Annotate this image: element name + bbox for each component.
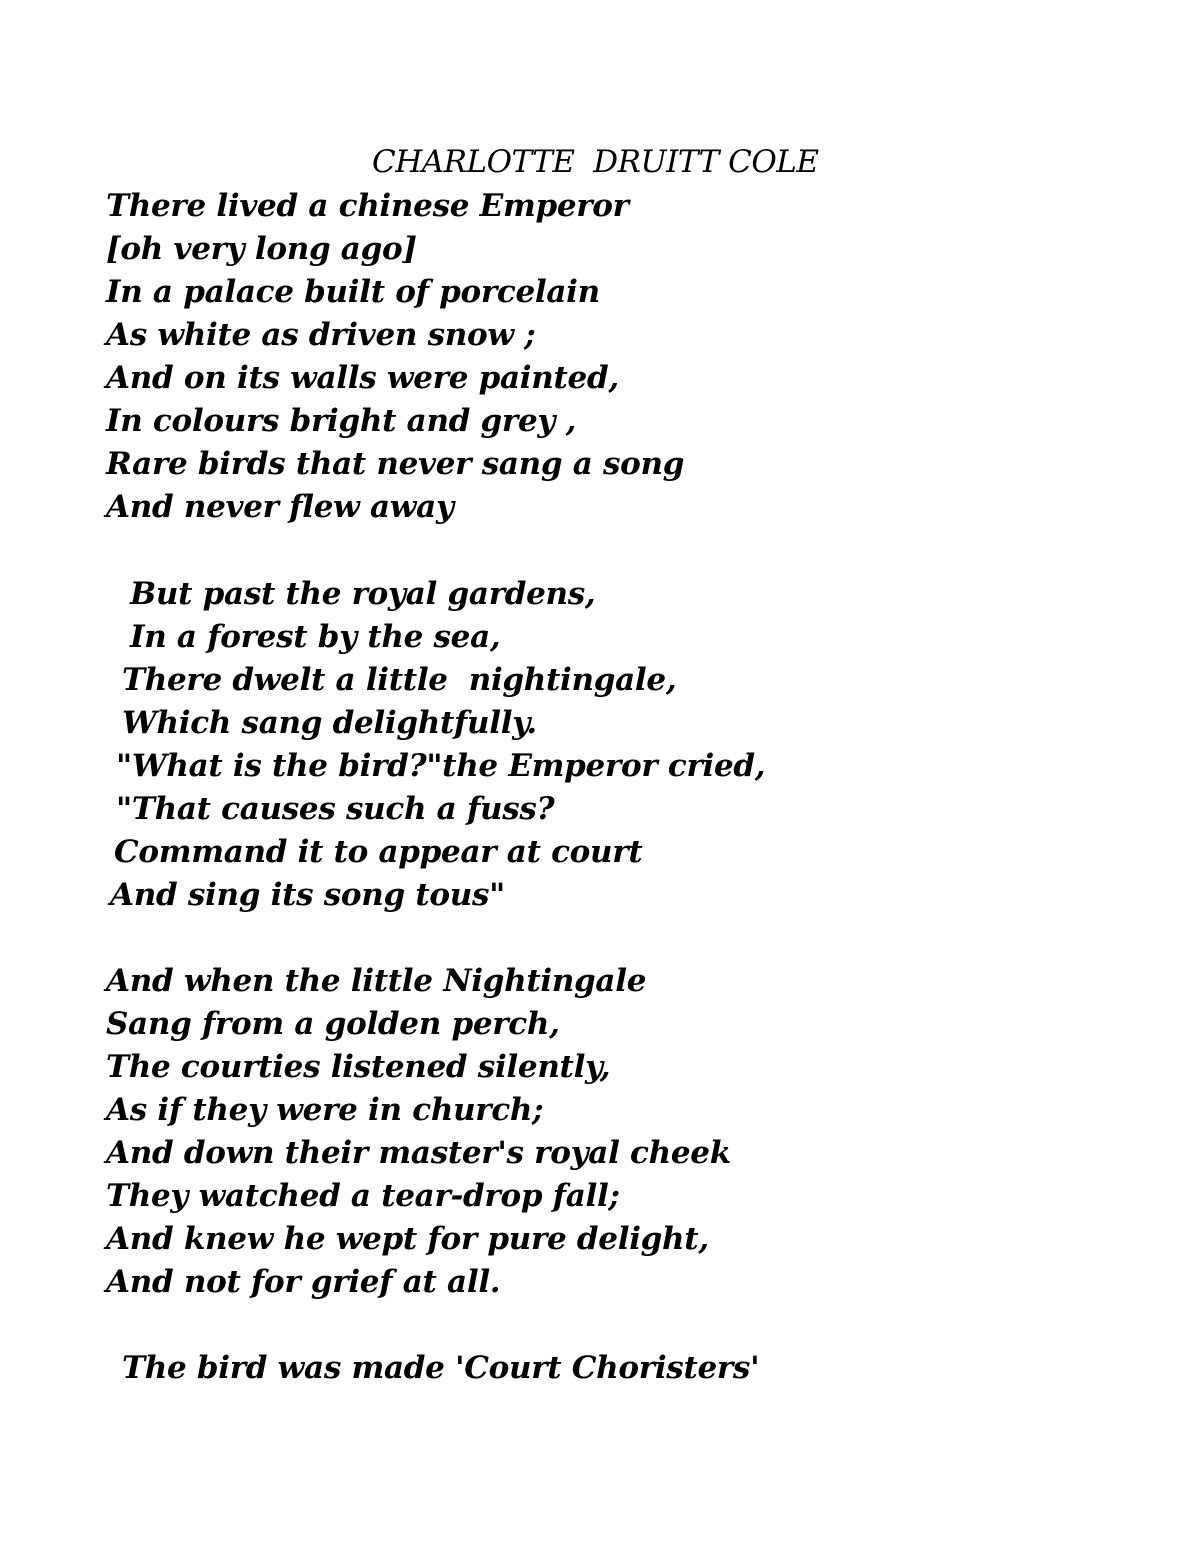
poem-line: And down their master's royal cheek: [106, 1135, 731, 1171]
poem-line: And when the little Nightingale: [106, 963, 647, 999]
poem-line: In colours bright and grey ,: [106, 403, 577, 439]
poem-line: "What is the bird?"the Emperor cried,: [116, 748, 766, 784]
poem-line: As white as driven snow ;: [106, 317, 536, 353]
poem-title: CHARLOTTE DRUITT COLE: [372, 144, 819, 180]
poem-line: The bird was made 'Court Choristers': [122, 1350, 760, 1386]
poem-line: Rare birds that never sang a song: [106, 446, 685, 482]
poem-line: [oh very long ago]: [106, 231, 417, 267]
poem-line: And knew he wept for pure delight,: [106, 1221, 709, 1257]
poem-line: In a palace built of porcelain: [106, 274, 600, 310]
poem-line: But past the royal gardens,: [130, 576, 596, 612]
poem-line: They watched a tear-drop fall;: [106, 1178, 620, 1214]
poem-line: "That causes such a fuss?: [116, 791, 555, 827]
poem-line: And sing its song tous": [110, 877, 506, 913]
poem-line: As if they were in church;: [106, 1092, 544, 1128]
poem-line: In a forest by the sea,: [130, 619, 501, 655]
poem-line: The courties listened silently,: [106, 1049, 611, 1085]
poem-line: And on its walls were painted,: [106, 360, 619, 396]
poem-line: Which sang delightfully.: [122, 705, 537, 741]
poem-line: There lived a chinese Emperor: [106, 188, 629, 224]
poem-line: And never flew away: [106, 489, 454, 525]
poem-line: Command it to appear at court: [114, 834, 643, 870]
poem-line: There dwelt a little nightingale,: [122, 662, 677, 698]
poem-line: Sang from a golden perch,: [106, 1006, 560, 1042]
poem-line: And not for grief at all.: [106, 1264, 501, 1300]
